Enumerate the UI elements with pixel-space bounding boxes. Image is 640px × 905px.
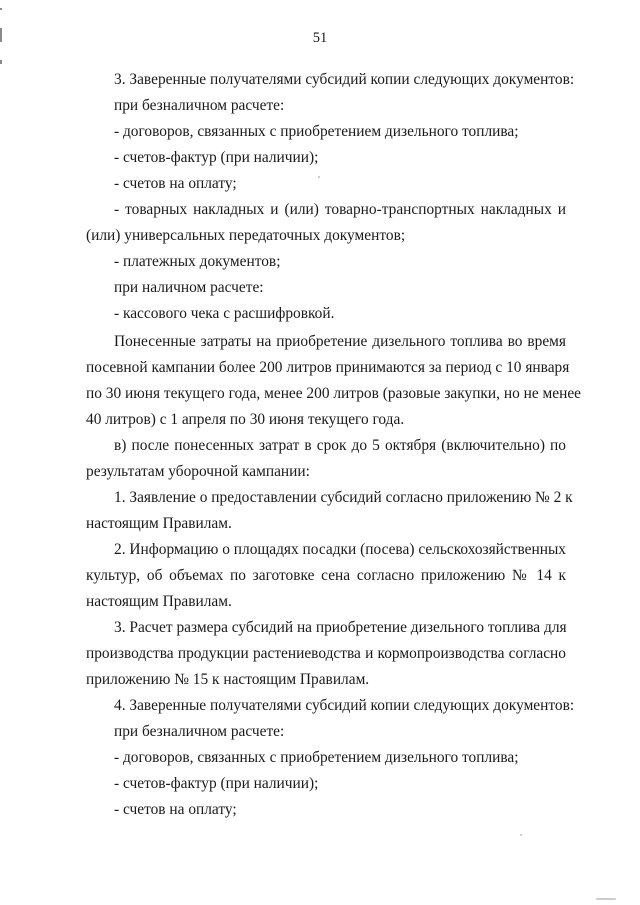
paragraph-line: Понесенные затраты на приобретение дизельного топлива во время (114, 333, 566, 350)
scan-edge-mark (0, 60, 2, 64)
paragraph-line: в) после понесенных затрат в срок до 5 октября (включительно) по (114, 437, 566, 454)
list-item: - платежных документов; (114, 253, 281, 270)
paragraph-line: при безналичном расчете: (114, 97, 285, 114)
paragraph-line: приложению № 15 к настоящим Правилам. (86, 671, 370, 688)
paragraph-line: результатам уборочной кампании: (86, 463, 310, 480)
paragraph-line: (или) универсальных передаточных документов; (86, 227, 406, 244)
list-item: - кассового чека с расшифровкой. (114, 305, 335, 322)
list-item: - договоров, связанных с приобретением дизельного топлива; (114, 123, 519, 140)
paragraph-line: 2. Информацию о площадях посадки (посева) сельскохозяйственных (114, 541, 566, 558)
paragraph-line: 3. Заверенные получателями субсидий копии следующих документов: (114, 71, 575, 88)
scan-speck (596, 898, 616, 900)
paragraph-line: производства продукции растениеводства и кормопроизводства согласно (86, 645, 566, 662)
paragraph-line: 4. Заверенные получателями субсидий копии следующих документов: (114, 697, 575, 714)
scan-edge-mark (0, 8, 2, 10)
page-number: 51 (312, 30, 328, 46)
paragraph-line: при наличном расчете: (114, 279, 264, 296)
paragraph-line: настоящим Правилам. (86, 515, 232, 532)
paragraph-line: по 30 июня текущего года, менее 200 литров (разовые закупки, но не менее (86, 385, 582, 402)
list-item: - счетов на оплату; (114, 801, 237, 818)
list-item: - товарных накладных и (или) товарно-транспортных накладных и (114, 201, 566, 218)
paragraph-line: настоящим Правилам. (86, 593, 232, 610)
paragraph-line: культур, об объемах по заготовке сена согласно приложению № 14 к (86, 567, 566, 584)
list-item: - счетов-фактур (при наличии); (114, 149, 319, 166)
list-item: - счетов на оплату; (114, 175, 237, 192)
paragraph-line: при безналичном расчете: (114, 723, 285, 740)
paragraph-line: 40 литров) с 1 апреля по 30 июня текущего года. (86, 411, 405, 428)
scan-speck (520, 834, 522, 836)
list-item: - счетов-фактур (при наличии); (114, 775, 319, 792)
paragraph-line: 1. Заявление о предоставлении субсидий согласно приложению № 2 к (114, 489, 573, 506)
list-item: - договоров, связанных с приобретением дизельного топлива; (114, 749, 519, 766)
paragraph-line: посевной кампании более 200 литров принимаются за период с 10 января (86, 359, 570, 376)
paragraph-line: 3. Расчет размера субсидий на приобретение дизельного топлива для (114, 619, 567, 636)
scan-speck (318, 176, 320, 178)
